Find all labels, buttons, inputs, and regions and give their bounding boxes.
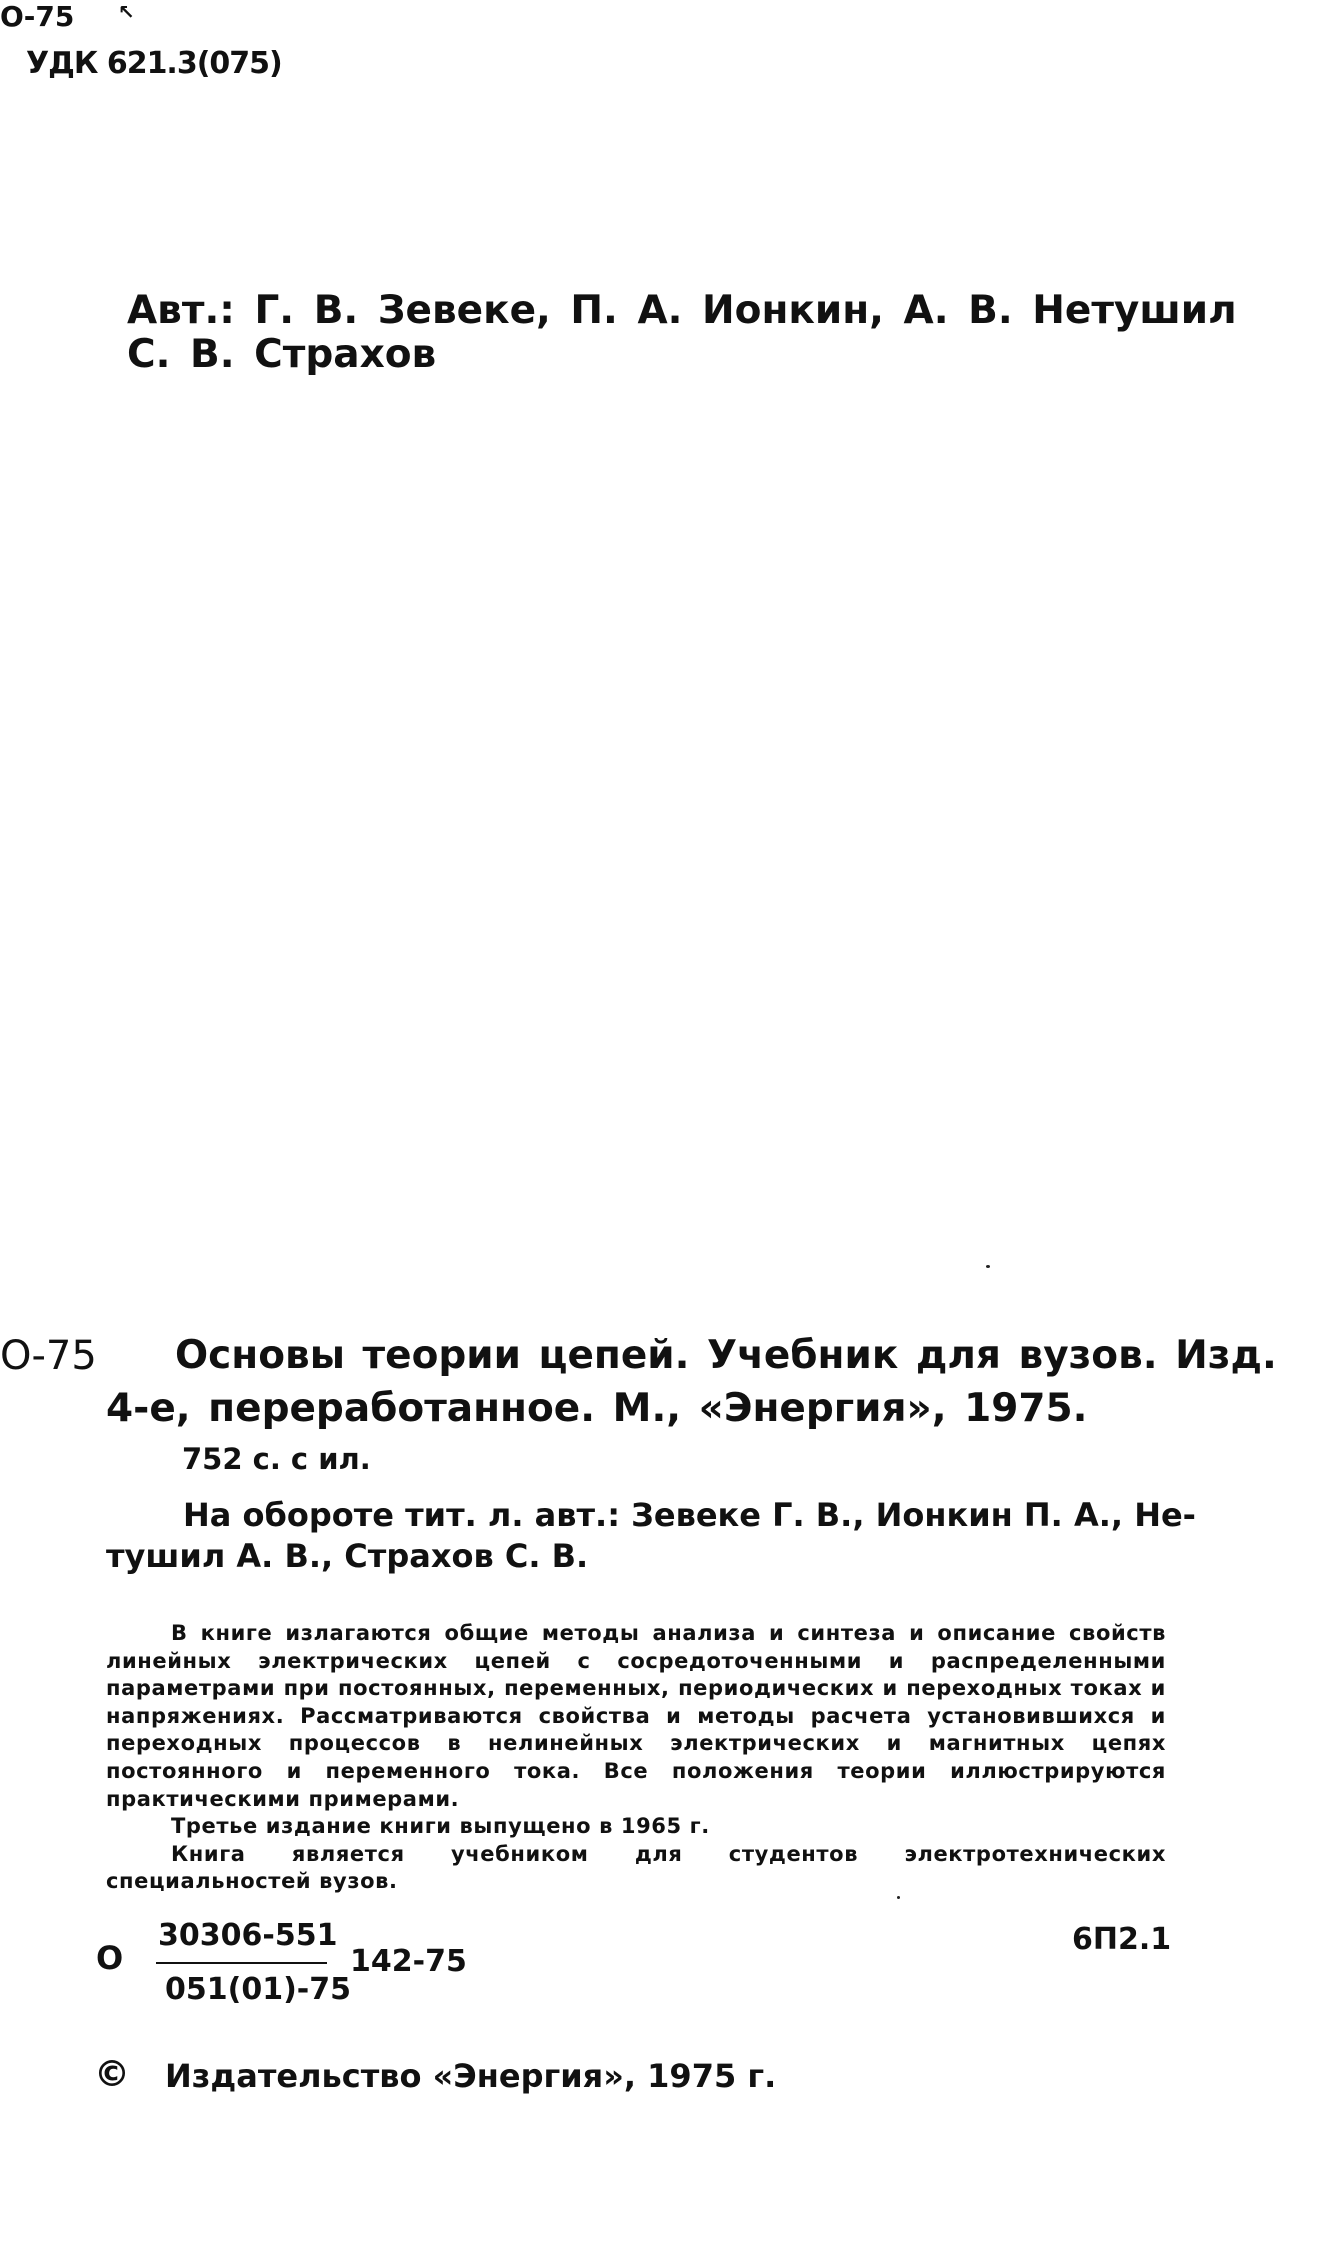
annotation-audience-note: Книга является учебником для студентов электротехнических специальностей вузов. <box>106 1841 1166 1894</box>
catalog-code-top: О-75 <box>0 0 75 33</box>
book-title-line-2: 4-е, переработанное. М., «Энергия», 1975. <box>106 1386 1088 1431</box>
index-numerator: 30306-551 <box>158 1918 338 1953</box>
index-code: 142-75 <box>350 1944 467 1979</box>
scan-speck <box>986 1265 990 1268</box>
reverse-note-line-2: тушил А. В., Страхов С. В. <box>106 1537 589 1575</box>
scan-speck <box>897 1896 900 1899</box>
annotation-paragraph: В книге излагаются общие методы анализа и синтеза и описание свойств линейных электрических цепей с сосредоточенными и распределенными параметрами при постоянных, переменных, периодических и переходных токах и напряжениях. Рассматриваются свойства и методы расчета установившихся и переходных процессов в нелинейных электрических и магнитных цепях постоянного и переменного тока. Все положения теории иллюстрируются практическими примерами. <box>106 1621 1166 1811</box>
reverse-note-line-1: На обороте тит. л. авт.: Зевеке Г. В., Ионкин П. А., Не- <box>183 1496 1196 1534</box>
annotation <box>106 1620 1166 1896</box>
fraction-bar <box>156 1962 327 1964</box>
index-denominator: 051(01)-75 <box>165 1972 351 2007</box>
book-title-rest: теории цепей. Учебник для вузов. Изд. <box>362 1333 1277 1378</box>
book-title-lead: Основы <box>175 1333 345 1378</box>
page-count: 752 с. с ил. <box>182 1442 371 1476</box>
annotation-edition-note: Третье издание книги выпущено в 1965 г. <box>171 1814 710 1839</box>
pencil-mark-icon: ↖ <box>118 0 135 24</box>
catalog-code: О-75 <box>0 1333 97 1379</box>
copyright-text: Издательство «Энергия», 1975 г. <box>165 2057 777 2095</box>
authors-line-1: Авт.: Г. В. Зевеке, П. А. Ионкин, А. В. Нетушил <box>127 288 1237 333</box>
copyright-icon: © <box>94 2054 130 2095</box>
authors-line-2: С. В. Страхов <box>127 332 437 377</box>
udk-code: УДК 621.3(075) <box>26 46 282 81</box>
bbk-code: 6П2.1 <box>1072 1922 1172 1957</box>
index-letter: О <box>96 1939 124 1977</box>
book-title-line-1 <box>175 1333 1277 1378</box>
